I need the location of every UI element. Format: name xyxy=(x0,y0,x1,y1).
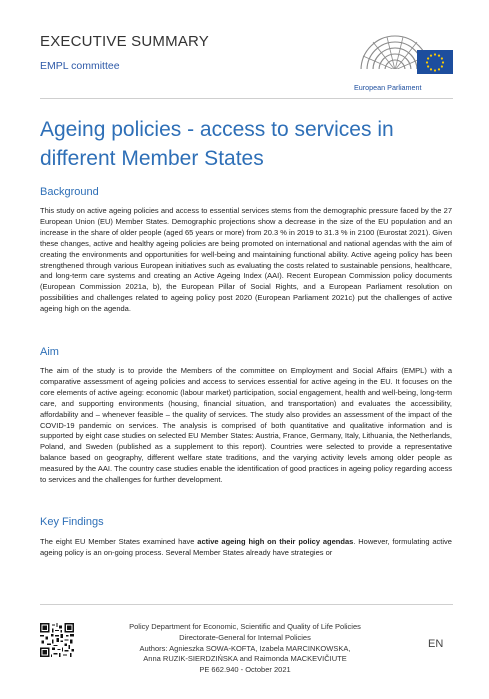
header-divider xyxy=(40,98,453,99)
footer-authors-line-1: Authors: Agnieszka SOWA-KOFTA, Izabela MARCINKOWSKA, xyxy=(139,643,351,653)
footer-publication-info xyxy=(100,622,390,676)
section-heading-key-findings: Key Findings xyxy=(40,516,104,528)
key-findings-emphasis: active ageing high on their policy agendas xyxy=(197,537,354,546)
section-heading-aim: Aim xyxy=(40,346,59,358)
language-code: EN xyxy=(428,638,444,650)
footer-divider xyxy=(40,604,453,605)
committee-label: EMPL committee xyxy=(40,60,120,72)
european-parliament-logo-text: European Parliament xyxy=(354,83,422,92)
aim-paragraph: The aim of the study is to provide the Members of the committee on Employment and Social Affairs (EMPL) with a comparative assessment of ageing policies and access to services essential for active ageing in the EU. It focuses on the core elements of active ageing: economic (labour market) participation, social engagement, health and well-being, long-term care, and supporting environments (housing, financial situation, and transportation) and evaluates the accessibility, affordability and – whenever feasible – the quality of services. The study also provides an assessment of the impact of the COVID-19 pandemic on services. The analysis is comprised of both quantitative and qualitative information and is supported by eight case studies on selected EU Member States: Austria, France, Germany, Italy, Lithuania, the Netherlands, Poland, and Sweden (published as a supplement to this report). Countries were selected to provide a representative balance based on geography, different welfare state traditions, and the varying activity levels among older people as measured by the AAI. The country case studies enable the identification of good practices in ageing policy regarding access to services and the challenges for further development. xyxy=(40,366,452,485)
key-findings-paragraph xyxy=(40,537,452,559)
key-findings-text-start: The eight EU Member States examined have xyxy=(40,537,198,546)
footer-reference: PE 662.940 - October 2021 xyxy=(199,665,291,675)
footer-directorate: Directorate-General for Internal Policies xyxy=(179,632,311,642)
section-heading-background: Background xyxy=(40,186,99,198)
background-paragraph: This study on active ageing policies and access to essential services stems from the demographic pressure faced by the 27 European Union (EU) Member States. Demographic projections show a decrease in the size of the EU population and an increase in the share of older people (aged 65 years or more) from 20.3 % in 2019 to 31.3 % in 2100 (Eurostat 2021). Given these changes, active and healthy ageing policies are being promoted on international and national agendas with the aim of creating the environments and opportunities for well-being and maintaining functional ability. Active ageing policy has been strengthened through various European initiatives such as evaluating the costs related to sustainable pensions, healthcare, and long-term care systems and creating an Active Ageing Index (AAI). Recent European Commission policy documents (European Commission 2021a, b), the European Pillar of Social Rights, and a European Parliament resolution on possibilities and challenges related to ageing policy post 2020 (European Parliament 2021c) put the challenges of active ageing high on the agenda. xyxy=(40,206,452,314)
footer-policy-department: Policy Department for Economic, Scientific and Quality of Life Policies xyxy=(129,622,361,631)
key-findings-text-end: . However, formulating active ageing policy is an on-going process. Several Member States already have strategies or xyxy=(40,537,452,557)
document-type-label: EXECUTIVE SUMMARY xyxy=(40,33,209,50)
footer-authors-line-2: Anna RUZIK-SIERDZIŃSKA and Raimonda MACKEVIČIUTE xyxy=(143,654,347,664)
qr-code[interactable] xyxy=(40,623,74,657)
document-title: Ageing policies - access to services in different Member States xyxy=(40,118,394,170)
